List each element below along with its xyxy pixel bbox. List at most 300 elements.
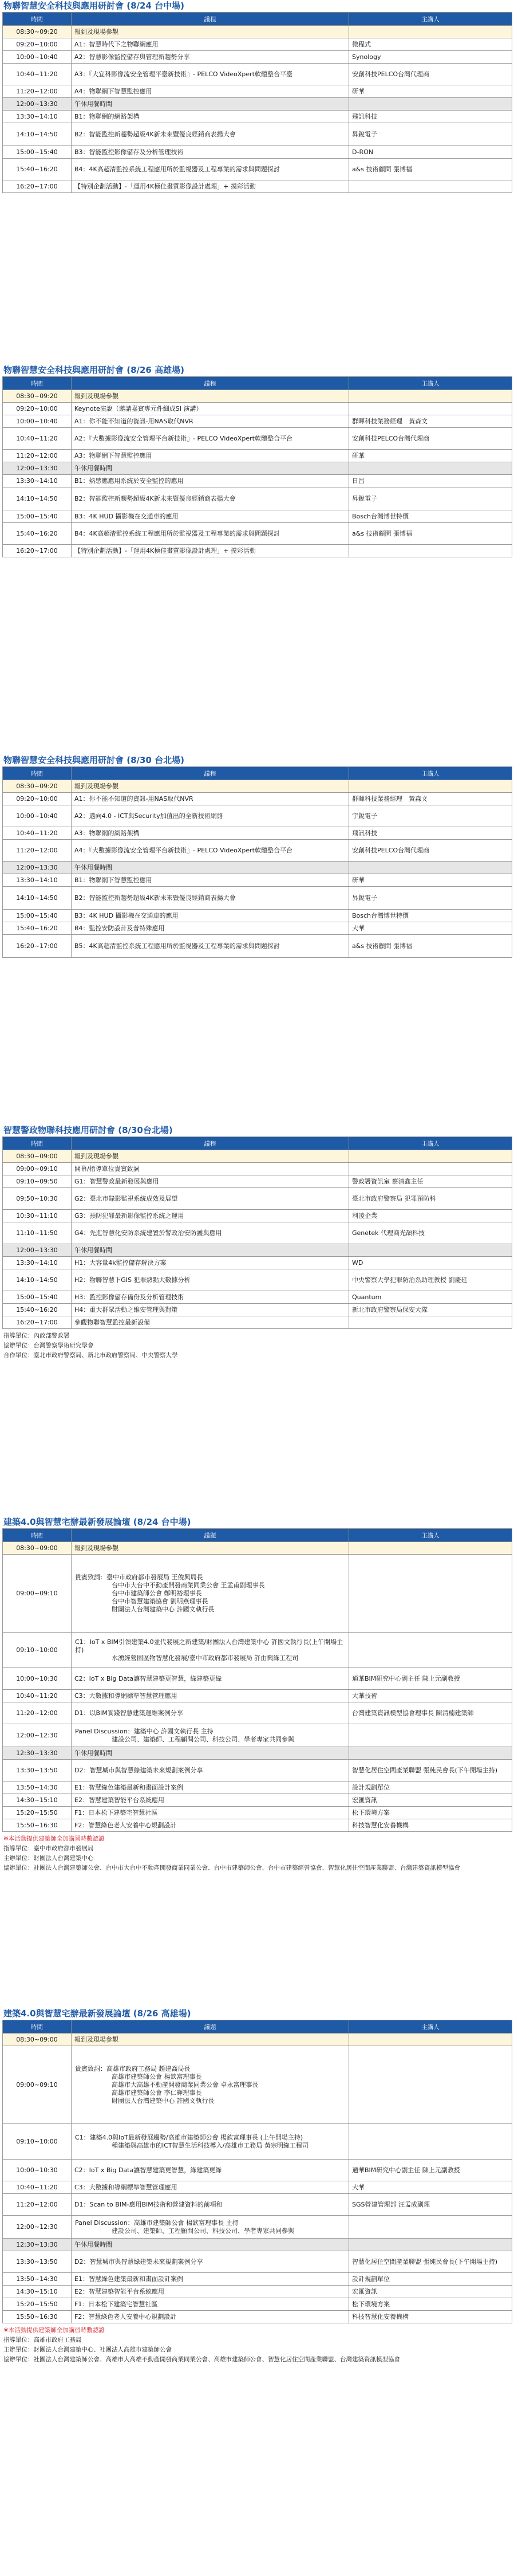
- row-topic: Keynote演說（邀請嘉賓專元件細成SI 演講）: [72, 403, 349, 415]
- schedule-table: [2, 12, 512, 193]
- row-time: 10:40~11:20: [3, 64, 72, 85]
- row-speaker: 科技智慧化安養機構: [349, 2311, 512, 2323]
- row-topic: H3：監控影像儲存備份及分析管理技術: [72, 1291, 349, 1304]
- row-topic: 參觀物聯智慧監控最新設備: [72, 1316, 349, 1329]
- agenda-section: [2, 754, 512, 958]
- row-speaker: [349, 1724, 512, 1747]
- row-speaker: a&s 技術顧問 張博福: [349, 159, 512, 180]
- table-header-row: [3, 13, 512, 26]
- row-speaker: 昇銳電子: [349, 123, 512, 146]
- row-topic: B3：4K HUD 攝影機在交通車的應用: [72, 910, 349, 922]
- table-row: [3, 2239, 512, 2251]
- row-topic: E1：智慧綠色建築最新和畫面設計案例: [72, 1781, 349, 1794]
- row-topic: B2：智能監控新趨勢超級4K新未來暨優良經銷商表揚大會: [72, 887, 349, 910]
- row-topic: [72, 1724, 349, 1747]
- table-row: [3, 2311, 512, 2323]
- row-speaker: 宇銳電子: [349, 805, 512, 827]
- row-topic: 報到及現場參觀: [72, 2034, 349, 2046]
- row-speaker: D-RON: [349, 146, 512, 159]
- row-speaker: 宏匯資訊: [349, 2286, 512, 2298]
- row-topic: B2：智能監控新趨勢超級4K新未來暨優良經銷商表揚大會: [72, 487, 349, 510]
- row-speaker: 昇銳電子: [349, 487, 512, 510]
- table-row: [3, 2160, 512, 2181]
- row-topic: 午休用餐時間: [72, 1244, 349, 1257]
- topic-line: 建設公司、建築師、工程顧問公司、科技公司、學者專家共同參與: [112, 1735, 294, 1743]
- row-time: 11:10~11:50: [3, 1222, 72, 1244]
- schedule-table: [2, 2020, 512, 2323]
- row-topic: 午休用餐時間: [72, 462, 349, 475]
- row-time: 12:00~13:30: [3, 862, 72, 874]
- table-row: [3, 2046, 512, 2124]
- section-title: 建築4.0與智慧宅辦最新發展論壇 (8/24 台中場): [3, 1517, 191, 1527]
- agenda-section: [2, 1124, 512, 1360]
- table-row: [3, 805, 512, 827]
- table-row: [3, 922, 512, 935]
- header-speaker: 主講人: [349, 1137, 512, 1150]
- row-topic: A4：物聯網下智慧監控應用: [72, 85, 349, 98]
- header-topic: 議程: [72, 13, 349, 26]
- row-time: 09:20~10:00: [3, 793, 72, 805]
- row-time: 10:40~11:20: [3, 2181, 72, 2194]
- row-speaker: [349, 1163, 512, 1175]
- organizer-note: 協辦單位：社團法人台灣建築師公會、高雄市大高雄不動產開發商業同業公會、高雄市建築師公會、智慧化居住空間產業聯盟、台灣建築資訊模型協會: [3, 2356, 400, 2363]
- table-row: [3, 450, 512, 462]
- row-speaker: [349, 2034, 512, 2046]
- row-speaker: Bosch台灣博世特價: [349, 910, 512, 922]
- row-speaker: a&s 技術顧問 張博福: [349, 935, 512, 958]
- header-topic: 議程: [72, 767, 349, 780]
- table-row: [3, 1747, 512, 1760]
- table-header-row: [3, 1137, 512, 1150]
- table-row: [3, 1794, 512, 1807]
- row-speaker: Quantum: [349, 1291, 512, 1304]
- organizer-note: 合作單位：臺北市政府警察局、新北市政府警察局、中央警察大學: [3, 1352, 178, 1359]
- row-speaker: [349, 26, 512, 38]
- row-time: 14:10~14:50: [3, 487, 72, 510]
- row-time: 09:20~10:00: [3, 38, 72, 51]
- row-speaker: [349, 545, 512, 557]
- row-speaker: [349, 1316, 512, 1329]
- row-speaker: 安創科技PELCO台灣代理商: [349, 840, 512, 862]
- topic-line: 財團法人台灣建築中心 許國文執行長: [112, 2097, 215, 2105]
- row-topic: A3：物聯網的網路架構: [72, 827, 349, 840]
- table-row: [3, 390, 512, 403]
- row-speaker: 警政署資訊室 蔡清鑫主任: [349, 1175, 512, 1188]
- table-header-row: [3, 377, 512, 390]
- table-row: [3, 38, 512, 51]
- row-topic: 報到及現場參觀: [72, 390, 349, 403]
- row-speaker: 研華: [349, 874, 512, 887]
- row-speaker: 通華BIM研究中心副主任 陳上元副教授: [349, 1668, 512, 1690]
- header-time: 時間: [3, 2020, 72, 2034]
- row-speaker: 松下環境方案: [349, 2298, 512, 2311]
- row-time: 13:30~13:50: [3, 1760, 72, 1781]
- row-time: 09:10~10:00: [3, 1633, 72, 1668]
- row-time: 13:30~14:10: [3, 874, 72, 887]
- row-speaker: [349, 2239, 512, 2251]
- row-time: 13:30~13:50: [3, 2251, 72, 2273]
- row-topic: A2：『大數據影像流安全管理平台新技術』- PELCO VideoXpert軟體整合平台: [72, 428, 349, 450]
- table-row: [3, 887, 512, 910]
- row-time: 10:00~10:40: [3, 51, 72, 64]
- row-topic: H4：重大群眾活動之維安管理與對策: [72, 1304, 349, 1316]
- row-speaker: [349, 1555, 512, 1633]
- row-time: 09:00~09:10: [3, 1555, 72, 1633]
- row-speaker: [349, 1747, 512, 1760]
- row-time: 11:20~12:00: [3, 2194, 72, 2216]
- table-row: [3, 51, 512, 64]
- row-speaker: 智慧化居住空間產業聯盟 張純民會長(下午開場主持): [349, 2251, 512, 2273]
- table-row: [3, 2124, 512, 2160]
- row-topic: [72, 2124, 349, 2160]
- row-speaker: 大華: [349, 2181, 512, 2194]
- row-speaker: 智慧化居住空間產業聯盟 張純民會長(下午開場主持): [349, 1760, 512, 1781]
- section-notes: [2, 1329, 512, 1360]
- row-topic: B1：物聯網下智慧監控應用: [72, 874, 349, 887]
- table-row: [3, 1163, 512, 1175]
- row-time: 09:20~10:00: [3, 403, 72, 415]
- row-topic: G1：智慧警政最新發展與應用: [72, 1175, 349, 1188]
- row-speaker: 宏匯資訊: [349, 1794, 512, 1807]
- table-row: [3, 1244, 512, 1257]
- row-topic: B4：4K高超清監控系統工程應用所於監視器及工程專業的需求與問題探討: [72, 159, 349, 180]
- row-speaker: 利凌企業: [349, 1210, 512, 1222]
- table-header-row: [3, 2020, 512, 2034]
- row-time: 09:10~10:00: [3, 2124, 72, 2160]
- row-time: 15:00~15:40: [3, 146, 72, 159]
- section-title: 建築4.0與智慧宅辦最新發展論壇 (8/26 高雄場): [3, 2008, 191, 2019]
- row-topic: B3：4K HUD 攝影機在交通車的應用: [72, 510, 349, 523]
- row-speaker: [349, 180, 512, 193]
- row-time: 08:30~09:20: [3, 780, 72, 793]
- row-topic: D1：Scan to BIM-應用BIM技術和營建資料的前項和: [72, 2194, 349, 2216]
- topic-line: Panel Discussion：建築中心 許國文執行長 主持: [75, 1727, 213, 1735]
- topic-line: 財團法人台灣建築中心 許國文執行長: [112, 1605, 215, 1613]
- schedule-table: [2, 766, 512, 958]
- table-row: [3, 780, 512, 793]
- organizer-note: 指導單位：臺中市政府都市發展局: [3, 1845, 94, 1852]
- certification-note: ※本活動提供建築師全加講習時數認證: [3, 1835, 105, 1842]
- row-time: 13:30~14:10: [3, 111, 72, 123]
- table-row: [3, 2298, 512, 2311]
- table-row: [3, 827, 512, 840]
- table-row: [3, 793, 512, 805]
- row-time: 09:00~09:10: [3, 2046, 72, 2124]
- row-topic: B5：4K高超清監控系統工程應用所於監視器及工程專業的需求與問題探討: [72, 935, 349, 958]
- schedule-table: [2, 1136, 512, 1329]
- table-row: [3, 935, 512, 958]
- row-topic: H2：物聯智慧下GIS 犯罪熱點大數據分析: [72, 1269, 349, 1291]
- topic-line: 種建築與高雄市的ICT智慧生活科技導入/高雄市工務局 黃宗明綠工程司: [112, 2141, 309, 2149]
- row-topic: [72, 1633, 349, 1668]
- row-time: 10:40~11:20: [3, 1690, 72, 1702]
- row-time: 15:50~16:30: [3, 2311, 72, 2323]
- schedule-table: [2, 376, 512, 557]
- row-time: 09:50~10:30: [3, 1188, 72, 1210]
- row-topic: A1：你不能不知道的資訊-用NAS取代NVR: [72, 793, 349, 805]
- row-time: 08:30~09:00: [3, 2034, 72, 2046]
- topic-line: 高雄市建築師公會 李仁輝理事長: [112, 2089, 202, 2097]
- table-row: [3, 415, 512, 428]
- row-topic: 報到及現場參觀: [72, 1150, 349, 1163]
- row-topic: C2：IoT x Big Data讓智慧建築更智慧，綠建築更綠: [72, 1668, 349, 1690]
- table-row: [3, 1304, 512, 1316]
- row-speaker: 群暉科技業務經理 黃森文: [349, 793, 512, 805]
- section-notes: [2, 1832, 512, 1873]
- row-time: 16:20~17:00: [3, 180, 72, 193]
- table-row: [3, 146, 512, 159]
- table-row: [3, 1150, 512, 1163]
- table-row: [3, 159, 512, 180]
- table-row: [3, 2286, 512, 2298]
- row-speaker: 日昌: [349, 475, 512, 487]
- table-row: [3, 1690, 512, 1702]
- row-topic: B2：智能監控新趨勢超級4K新未來暨優良經銷商表揚大會: [72, 123, 349, 146]
- row-topic: B1：物聯網的網路架構: [72, 111, 349, 123]
- table-row: [3, 1819, 512, 1832]
- table-row: [3, 545, 512, 557]
- table-row: [3, 2216, 512, 2239]
- row-topic: C3：大數據和導網標準智慧管理應用: [72, 2181, 349, 2194]
- table-header-row: [3, 767, 512, 780]
- row-topic: 報到及現場參觀: [72, 780, 349, 793]
- topic-line: 貴賓致詞：臺中市政府都市發展局 王俊興局長: [75, 1573, 203, 1581]
- section-title: 智慧警政物聯科技應用研討會 (8/30台北場): [3, 1125, 173, 1135]
- row-time: 12:00~12:30: [3, 2216, 72, 2239]
- row-topic: [72, 2216, 349, 2239]
- header-speaker: 主講人: [349, 1529, 512, 1542]
- topic-line: 台中市建築師公會 鄭明裕理事長: [112, 1589, 202, 1597]
- row-topic: D2：智慧城市與智慧綠建築未來規劃案例分享: [72, 1760, 349, 1781]
- topic-line: 高雄市大高雄不動產開發商業同業公會 卓永富理事長: [112, 2081, 259, 2089]
- row-topic: B4：4K高超清監控系統工程應用所於監視器及工程專業的需求與問題探討: [72, 523, 349, 545]
- agenda-section: [2, 0, 512, 193]
- row-time: 15:40~16:20: [3, 922, 72, 935]
- row-time: 15:20~15:50: [3, 1807, 72, 1819]
- row-topic: H1：大容量4k監控儲存解決方案: [72, 1257, 349, 1269]
- row-time: 12:00~13:30: [3, 462, 72, 475]
- row-speaker: 研華: [349, 85, 512, 98]
- row-topic: F2：智慧綠色老人安養中心規劃設計: [72, 2311, 349, 2323]
- table-row: [3, 98, 512, 111]
- row-topic: 報到及現場參觀: [72, 26, 349, 38]
- organizer-note: 指導單位：高雄市政府工務局: [3, 2337, 82, 2343]
- row-time: 10:00~10:40: [3, 415, 72, 428]
- row-speaker: [349, 780, 512, 793]
- table-row: [3, 840, 512, 862]
- header-topic: 議題: [72, 1529, 349, 1542]
- row-time: 10:30~11:10: [3, 1210, 72, 1222]
- header-time: 時間: [3, 1137, 72, 1150]
- row-speaker: Genetek 代理商光頡科技: [349, 1222, 512, 1244]
- table-row: [3, 180, 512, 193]
- row-topic: [72, 2046, 349, 2124]
- row-speaker: 設計規劃單位: [349, 2273, 512, 2286]
- row-time: 16:20~17:00: [3, 1316, 72, 1329]
- row-time: 16:20~17:00: [3, 545, 72, 557]
- table-row: [3, 1175, 512, 1188]
- row-speaker: 通華BIM研究中心副主任 陳上元副教授: [349, 2160, 512, 2181]
- organizer-note: 協辦單位：社團法人台灣建築師公會、台中市大台中不動產開發商業同業公會、台中市建築師公會、台中市建築經營協會、智慧化居住空間產業聯盟、台灣建築資訊模型協會: [3, 1865, 460, 1871]
- table-row: [3, 2034, 512, 2046]
- header-speaker: 主講人: [349, 13, 512, 26]
- row-topic: A1：你不能不知道的資訊-用NAS取代NVR: [72, 415, 349, 428]
- row-topic: E2：智慧建築智能平台系統應用: [72, 2286, 349, 2298]
- row-topic: C2：IoT x Big Data讓智慧建築更智慧，綠建築更綠: [72, 2160, 349, 2181]
- table-row: [3, 1542, 512, 1555]
- organizer-note: 協辦單位：台灣警察學術研究學會: [3, 1342, 94, 1349]
- row-topic: B3：智能監控影像儲存及分析管理技術: [72, 146, 349, 159]
- row-topic: 午休用餐時間: [72, 2239, 349, 2251]
- row-time: 15:00~15:40: [3, 510, 72, 523]
- table-row: [3, 1269, 512, 1291]
- row-time: 08:30~09:00: [3, 1542, 72, 1555]
- row-time: 16:20~17:00: [3, 935, 72, 958]
- table-row: [3, 487, 512, 510]
- row-time: 14:10~14:50: [3, 123, 72, 146]
- header-time: 時間: [3, 767, 72, 780]
- table-row: [3, 1291, 512, 1304]
- row-topic: F2：智慧綠色老人安養中心規劃設計: [72, 1819, 349, 1832]
- topic-line: Panel Discussion：高雄市建築師公會 楊欽富理事長 主持: [75, 2219, 239, 2227]
- header-time: 時間: [3, 377, 72, 390]
- row-speaker: [349, 862, 512, 874]
- table-row: [3, 123, 512, 146]
- organizer-note: 主辦單位：財團法人台灣建築中心: [3, 1855, 94, 1862]
- table-row: [3, 85, 512, 98]
- row-speaker: [349, 1542, 512, 1555]
- topic-line: 高雄市建築師公會 楊欽富理事長: [112, 2072, 202, 2081]
- row-time: 15:40~16:20: [3, 523, 72, 545]
- agenda-section: [2, 364, 512, 557]
- row-time: 09:00~09:10: [3, 1163, 72, 1175]
- row-time: 13:30~14:10: [3, 1257, 72, 1269]
- row-speaker: [349, 1244, 512, 1257]
- row-speaker: [349, 2046, 512, 2124]
- row-speaker: 安創科技PELCO台灣代理商: [349, 428, 512, 450]
- row-speaker: [349, 403, 512, 415]
- row-topic: 午休用餐時間: [72, 1747, 349, 1760]
- row-time: 15:40~16:20: [3, 159, 72, 180]
- row-speaker: 大華技術: [349, 1690, 512, 1702]
- schedule-table: [2, 1528, 512, 1832]
- row-time: 11:20~12:00: [3, 450, 72, 462]
- organizer-note: 主辦單位：財團法人台灣建築中心、社團法人高雄市建築師公會: [3, 2346, 172, 2353]
- section-title: 物聯智慧安全科技與應用研討會 (8/26 高雄場): [3, 365, 184, 375]
- row-speaker: 大華: [349, 922, 512, 935]
- row-time: 12:00~13:30: [3, 1244, 72, 1257]
- row-time: 10:00~10:40: [3, 805, 72, 827]
- topic-line: 台中市大台中不動產開發商業同業公會 王孟甫副理事長: [112, 1581, 265, 1589]
- row-speaker: [349, 462, 512, 475]
- row-speaker: 昇銳電子: [349, 887, 512, 910]
- table-row: [3, 2181, 512, 2194]
- row-time: 11:20~12:00: [3, 85, 72, 98]
- table-row: [3, 2194, 512, 2216]
- row-speaker: 設計規劃單位: [349, 1781, 512, 1794]
- table-row: [3, 1210, 512, 1222]
- table-row: [3, 26, 512, 38]
- row-topic: E2：智慧建築智能平台系統應用: [72, 1794, 349, 1807]
- row-topic: 【特別企劃活動】-「運用4K極佳畫質影像設計處理」+ 摸彩活動: [72, 545, 349, 557]
- table-row: [3, 1781, 512, 1794]
- table-row: [3, 64, 512, 85]
- table-row: [3, 475, 512, 487]
- section-title: 物聯智慧安全科技與應用研討會 (8/24 台中場): [3, 1, 184, 11]
- row-time: 08:30~09:20: [3, 390, 72, 403]
- row-topic: D1：以BIM實踐智慧建築運維案例分享: [72, 1702, 349, 1724]
- row-speaker: 科技智慧化安養機構: [349, 1819, 512, 1832]
- table-row: [3, 2273, 512, 2286]
- row-time: 10:40~11:20: [3, 827, 72, 840]
- row-time: 15:50~16:30: [3, 1819, 72, 1832]
- row-time: 11:20~12:00: [3, 1702, 72, 1724]
- row-time: 12:00~12:30: [3, 1724, 72, 1747]
- organizer-note: 指導單位：內政部警政署: [3, 1332, 70, 1339]
- row-time: 14:30~15:10: [3, 2286, 72, 2298]
- row-time: 15:40~16:20: [3, 1304, 72, 1316]
- agenda-section: [2, 2008, 512, 2365]
- row-speaker: 台灣建築資訊模型協會理事長 陳清楠建築師: [349, 1702, 512, 1724]
- row-topic: B1：熱感應應用系統於安全監控的應用: [72, 475, 349, 487]
- row-speaker: [349, 390, 512, 403]
- agenda-section: [2, 1516, 512, 1873]
- certification-note: ※本活動提供建築師全加講習時數認證: [3, 2327, 105, 2334]
- row-time: 15:00~15:40: [3, 910, 72, 922]
- row-topic: F1：日本松下建築宅智慧社區: [72, 1807, 349, 1819]
- row-time: 14:10~14:50: [3, 887, 72, 910]
- table-row: [3, 1760, 512, 1781]
- row-speaker: 飛訊科技: [349, 111, 512, 123]
- table-row: [3, 1257, 512, 1269]
- topic-line: 貴賓致詞：高雄市政府工務局 趙建喬局長: [75, 2064, 191, 2072]
- section-notes: [2, 2323, 512, 2365]
- row-topic: D2：智慧城市與智慧綠建築未來規劃案例分享: [72, 2251, 349, 2273]
- row-time: 14:10~14:50: [3, 1269, 72, 1291]
- row-topic: 午休用餐時間: [72, 862, 349, 874]
- row-topic: F1：日本松下建築宅智慧社區: [72, 2298, 349, 2311]
- table-row: [3, 523, 512, 545]
- row-speaker: [349, 2216, 512, 2239]
- row-topic: [72, 1555, 349, 1633]
- row-time: 13:50~14:30: [3, 2273, 72, 2286]
- header-topic: 議題: [72, 2020, 349, 2034]
- header-speaker: 主講人: [349, 2020, 512, 2034]
- table-row: [3, 1633, 512, 1668]
- table-row: [3, 1188, 512, 1210]
- row-time: 15:00~15:40: [3, 1291, 72, 1304]
- row-time: 13:50~14:30: [3, 1781, 72, 1794]
- table-row: [3, 403, 512, 415]
- header-speaker: 主講人: [349, 767, 512, 780]
- row-speaker: [349, 1633, 512, 1668]
- table-row: [3, 2251, 512, 2273]
- row-speaker: a&s 技術顧問 張博福: [349, 523, 512, 545]
- row-topic: A3：物聯網下智慧監控應用: [72, 450, 349, 462]
- row-time: 10:00~10:30: [3, 1668, 72, 1690]
- header-topic: 議程: [72, 377, 349, 390]
- table-row: [3, 428, 512, 450]
- row-topic: 開幕/指導單位貴賓致詞: [72, 1163, 349, 1175]
- row-topic: A3：『大宜科影像流安全管理平臺新技術』- PELCO VideoXpert軟體整合平臺: [72, 64, 349, 85]
- table-row: [3, 1668, 512, 1690]
- row-time: 10:00~10:30: [3, 2160, 72, 2181]
- topic-line: C1：建築4.0與IoT最新發展趨勢/高雄市建築師公會 楊欽富理事長 (上午開場主持): [75, 2133, 303, 2141]
- row-time: 08:30~09:20: [3, 26, 72, 38]
- table-row: [3, 1555, 512, 1633]
- row-speaker: WD: [349, 1257, 512, 1269]
- table-row: [3, 862, 512, 874]
